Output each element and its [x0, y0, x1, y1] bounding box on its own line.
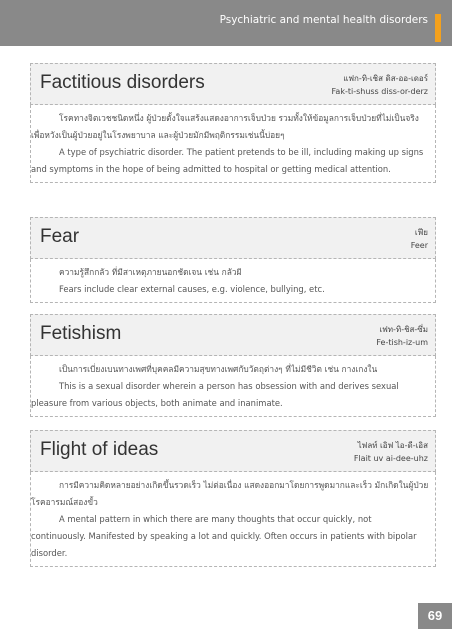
- thai-pronunciation: ไฟลท์ เอิฟ ไอ-ดี-เอิส: [357, 441, 428, 450]
- thai-definition: เป็นการเบี่ยงเบนทางเพศที่บุคคลมีความสุขทางเพศกับวัตถุต่างๆ ที่ไม่มีชีวิต เช่น กางเกงใน: [59, 364, 378, 374]
- chapter-title: Psychiatric and mental health disorders: [219, 14, 428, 26]
- term-box: [30, 430, 436, 472]
- term-description: [30, 472, 436, 567]
- thai-pronunciation: แฟก-ทิ-เชิส ดิส-ออ-เดอร์: [343, 74, 428, 83]
- glossary-entry-factitious-disorders: [30, 63, 436, 183]
- romanized-pronunciation: Flait uv ai-dee-uhz: [353, 454, 428, 463]
- glossary-entry-fear: [30, 217, 436, 303]
- term-description: [30, 259, 436, 303]
- term-title: Factitious disorders: [40, 72, 205, 93]
- english-definition: A type of psychiatric disorder. The patient pretends to be ill, including making up signs and symptoms in the hope of being admitted to hospital or getting medical attention.: [31, 147, 424, 174]
- thai-definition: ความรู้สึกกลัว ที่มีสาเหตุภายนอกชัดเจน เช่น กลัวผี: [59, 267, 242, 277]
- term-title: Fear: [40, 226, 80, 247]
- term-title: Fetishism: [40, 323, 122, 344]
- term-box: [30, 314, 436, 356]
- glossary-entry-flight-of-ideas: [30, 430, 436, 567]
- english-definition: This is a sexual disorder wherein a person has obsession with and derives sexual pleasure from various objects, both animate and inanimate.: [31, 381, 399, 408]
- term-title: Flight of ideas: [40, 439, 159, 460]
- page-number: 69: [418, 603, 452, 629]
- thai-pronunciation: เฟีย: [414, 228, 428, 237]
- romanized-pronunciation: Fak-ti-shuss diss-or-derz: [331, 87, 428, 96]
- term-description: [30, 356, 436, 417]
- romanized-pronunciation: Feer: [410, 241, 428, 250]
- romanized-pronunciation: Fe-tish-iz-um: [376, 338, 428, 347]
- thai-definition: โรคทางจิตเวชชนิดหนึ่ง ผู้ป่วยตั้งใจแสร้งแสดงอาการเจ็บป่วย รวมทั้งให้ข้อมูลการเจ็บป่วยที่ไม่เป็นจริงเพื่อหวังเป็นผู้ป่วยอยู่ในโรงพยาบาล และผู้ป่วยมักมีพฤติกรรมเช่นนี้บ่อยๆ: [31, 113, 419, 140]
- header-accent-bar: [435, 14, 441, 42]
- thai-definition: การมีความคิดหลายอย่างเกิดขึ้นรวดเร็ว ไม่ต่อเนื่อง แสดงออกมาโดยการพูดมากและเร็ว มักเกิดในผู้ป่วยโรคอารมณ์สองขั้ว: [31, 480, 429, 507]
- english-definition: Fears include clear external causes, e.g. violence, bullying, etc.: [59, 284, 325, 294]
- page-header: [0, 0, 452, 46]
- thai-pronunciation: เฟท-ทิ-ชิส-ซึ่ม: [379, 325, 428, 334]
- glossary-entry-fetishism: [30, 314, 436, 417]
- english-definition: A mental pattern in which there are many thoughts that occur quickly, not continuously. Manifested by speaking a lot and quickly. Often occurs in patients with bipolar disorder.: [31, 514, 417, 558]
- term-box: [30, 63, 436, 105]
- term-description: [30, 105, 436, 183]
- term-box: [30, 217, 436, 259]
